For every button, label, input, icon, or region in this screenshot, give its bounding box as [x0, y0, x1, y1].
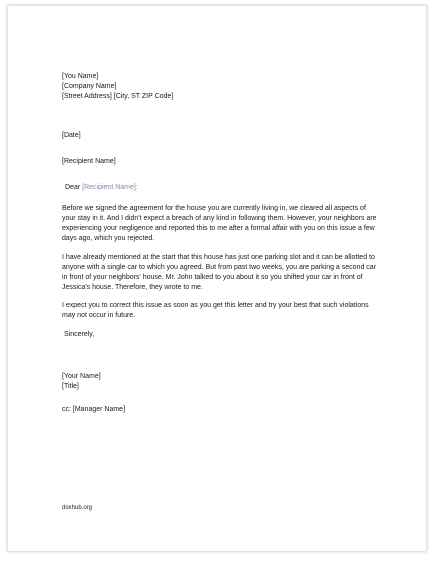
- signature-name: [Your Name]: [62, 373, 101, 380]
- body-paragraph-1: Before we signed the agreement for the house you are currently living in, we cleared all aspects of your stay in it. And I didn't expect a breach of any kind in following them. However, your neighbors are experiencing your negligence and reported this to me after a formal affair with you on this issue a few days ago, which you rejected.: [62, 205, 377, 242]
- letter-date: [Date]: [62, 132, 81, 139]
- body-paragraph-2: I have already mentioned at the start that this house has just one parking slot and it can be allotted to anyone with a single car to which you agreed. But from past two weeks, you are parking a second car in front of your neighbors' house. Mr. John talked to you about it so you shifted your car in front of Jessica's house. Therefore, they wrote to me.: [62, 254, 377, 291]
- signature-title: [Title]: [62, 383, 79, 390]
- sender-name: [You Name]: [62, 73, 99, 80]
- sender-address: [Street Address] [City, ST ZIP Code]: [62, 93, 174, 100]
- cc-line: [62, 405, 382, 415]
- sender-company: [Company Name]: [62, 83, 117, 90]
- salutation: [65, 183, 385, 193]
- salutation-recipient: [Recipient Name]:: [82, 184, 138, 191]
- recipient-block: [62, 157, 382, 167]
- body-paragraph-3: I expect you to correct this issue as soon as you get this letter and try your best that such violations may not occur in future.: [62, 302, 369, 319]
- recipient-name: [Recipient Name]: [62, 158, 116, 165]
- cc-text: cc: [Manager Name]: [62, 406, 126, 413]
- salutation-prefix: Dear: [65, 184, 81, 191]
- closing-text: Sincerely,: [64, 331, 95, 338]
- date-line: [62, 131, 382, 141]
- signature-block: [62, 372, 382, 392]
- sender-block: [62, 72, 382, 102]
- footer-website: doxhub.org: [62, 505, 93, 511]
- closing: [64, 330, 384, 340]
